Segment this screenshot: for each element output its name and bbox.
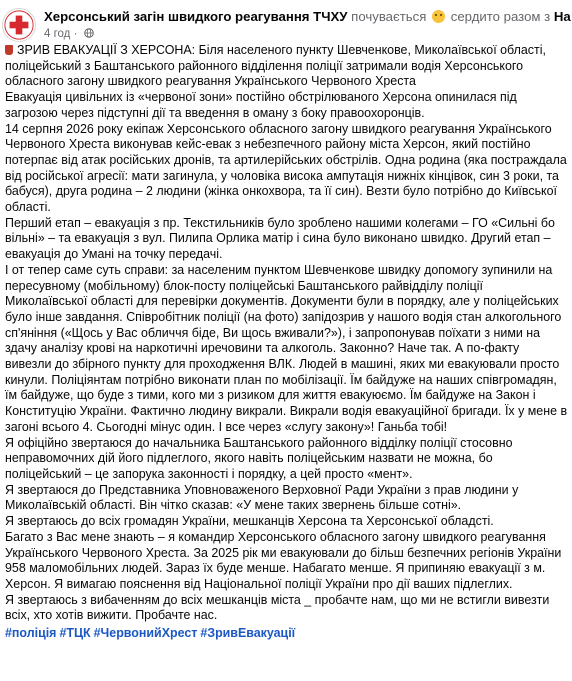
post-text-segment: Я звертаюсь до всіх громадян України, мешканців Херсона та Херсонської обладсті. (5, 514, 494, 529)
post-text-segment: від російської агресії: мати загинула, у чоловіка висока ампутація нижніх кінцівок, син 3 роки, та (5, 168, 559, 183)
hashtag-list (5, 626, 567, 642)
post-text-line (5, 577, 567, 593)
post-text-line (5, 546, 567, 562)
post-text-line (5, 483, 567, 499)
post-text-segment: ЗРИВ ЕВАКУАЦІЇ З ХЕРСОНА: Біля населеного пункту Шевченкове, Миколаївської області, (17, 43, 546, 57)
post-text-segment: евакуація до Умані на точку передачі. (5, 247, 223, 262)
post-text-segment: поліцейський з Баштанського районного відділення поліції затримали водія Херсонського (5, 58, 524, 73)
post-text-line (5, 169, 567, 185)
post-text-segment: Українського Червоного Хреста. За 2025 рік ми евакуювали до більш безпечних регіонів України (5, 545, 562, 560)
post-text-segment: Перший етап – евакуація з пр. Текстильників було зроблено нашими колегами – ГО «Сильні бо (5, 215, 555, 230)
post-text-line (5, 593, 567, 609)
post-text-segment: пересувному (мобільному) блок-посту поліцейські Баштанського райвідділу поліції (5, 278, 483, 293)
post-text-segment: Херсон. Я вимагаю пояснення від Національної поліції України про дії ваших підлеглих. (5, 576, 513, 591)
post-text-segment: Евакуація цивільних із «червоної зони» постійно обстрілюваного Херсона опинилася під (5, 90, 517, 105)
post-text-line (5, 420, 567, 436)
post-text-line (5, 74, 567, 90)
feeling-prefix: почувається (351, 9, 427, 24)
post-text-segment: Я звертаюся до Представника Уповноваженого Верховної Ради України з прав людини у (5, 482, 519, 497)
post-text-segment: загрозою через підступні дії та введення в оману з боку правоохоронців. (5, 105, 425, 120)
hashtag-link[interactable]: #ЧервонийХрест (93, 626, 198, 641)
post-text-line (5, 514, 567, 530)
post-meta: 4 год · (44, 27, 94, 41)
post-text-line (5, 357, 567, 373)
post-title-line (44, 8, 572, 26)
red-cross-logo-icon (3, 9, 35, 41)
post-text-line (5, 90, 567, 106)
post-text-segment: І от тепер саме суть справи: за населеним пунктом Шевченкове швидку допомогу зупинили на (5, 262, 553, 277)
post-text-segment: Червоного Хреста виконував кейс-евак з небезпечного району міста Херсон, який постійно (5, 137, 531, 152)
post-text-segment: всіх, хто хотів вижити. Пробачте нас. (5, 608, 218, 623)
post-text-segment: поліцейський – це запорука законності і порядку, а цей просто «мент». (5, 466, 413, 481)
post-body (5, 43, 567, 642)
with-text: разом з (503, 9, 551, 24)
page-name-link[interactable]: Херсонський загін швидкого реагування ТЧХУ (44, 9, 348, 24)
post-text-line (5, 373, 567, 389)
post-text-line (5, 388, 567, 404)
red-siren-icon (5, 45, 13, 55)
page-avatar[interactable] (2, 8, 36, 42)
post-text-segment: Миколаївської області для перевірки документів. Документи були в порядку, але у поліцейських (5, 294, 559, 309)
post-text-segment: обласного загону швидкого реагування Українського Червоного Хреста (5, 74, 416, 89)
post-header (0, 0, 572, 44)
post-text-line (5, 216, 567, 232)
post-text-segment: Конституцію України. Фактично людину викрали. Викрали водія евакуаційної бригади. Їх у мене в (5, 404, 568, 419)
post-text-segment: сп'яніння («Щось у Вас обличчя біде, Ви щось вживали?»), і запропонував поїхати з ними на (5, 325, 541, 340)
post-text-line (5, 137, 567, 153)
post-text-line (5, 326, 567, 342)
post-text-segment: Я офіційно звертаюся до начальника Баштанського районного відділку поліції стосовно (5, 435, 513, 450)
post-text-line (5, 451, 567, 467)
post-text-line (5, 498, 567, 514)
feeling-word: сердито (450, 9, 500, 24)
post-text-line (5, 279, 567, 295)
post-text-segment: 14 серпня 2026 року екіпаж Херсонського обласного загону швидкого реагування Українського (5, 121, 552, 136)
post-text-line (5, 184, 567, 200)
post-text-line (5, 231, 567, 247)
post-text-line (5, 43, 567, 59)
post-text-line (5, 122, 567, 138)
post-text-line (5, 263, 567, 279)
post-text-segment: було інше завдання. Співробітник поліції (на фото) запідозрив у нашого водія стан алкогольного (5, 309, 562, 324)
post-text-segment: вивезли до збірного пункту для проходження ВЛК. Людей в машині, яких ми евакуювали просто (5, 357, 560, 372)
angry-emoji-icon (432, 10, 445, 23)
post-text-line (5, 200, 567, 216)
post-text-segment: кинули. Поліціянтам потрібно виконати план по мобілізації. Їм байдуже на наших співгромадян, (5, 372, 557, 387)
post-text-line (5, 530, 567, 546)
post-text-segment: здачу аналізу крові на наркотичні иречовини та алкоголь. Законно? Наче так. А по-факту (5, 341, 520, 356)
hashtag-link[interactable]: #поліція (5, 626, 57, 641)
hashtag-link[interactable]: #ТЦК (59, 626, 91, 641)
post-text-segment: загоні всього 4. Сьогодні мінус один. І все через «слугу закону»! Ганьба тобі! (5, 419, 448, 434)
post-text-line (5, 436, 567, 452)
post-text-segment: Багато з Вас мене знають – я командир Херсонського обласного загону швидкого реагування (5, 529, 546, 544)
tagged-friend-link[interactable]: На (553, 9, 571, 24)
post-text-line (5, 404, 567, 420)
post-text-segment: вільні» – та евакуація з вул. Пилипа Орлика матір і сина було виконано швидко. Другий етап – (5, 231, 551, 246)
post-text-line (5, 341, 567, 357)
post-timestamp[interactable]: 4 год (44, 28, 71, 40)
post-text-line (5, 153, 567, 169)
post-text-segment: Я звертаюсь з вибаченням до всіх мешканців міста _ пробачте нам, що ми не встигли вивезти (5, 592, 550, 607)
globe-icon (84, 28, 94, 38)
post-text-line (5, 247, 567, 263)
post-text-line (5, 106, 567, 122)
post-text-segment: області. (5, 200, 51, 215)
post-text-segment: бабуся), друга родина – 2 людини (жінка онкохвора, та її син). Везти було потрібно до Київської (5, 184, 558, 199)
post-text-segment: Миколаївській області. Він чітко сказав: «У мене таких звернень більше сотні». (5, 498, 462, 513)
post-text-line (5, 467, 567, 483)
post-text-segment: неправомочних дій його підлеглого, якого навіть поліцейським назвати не можна, бо (5, 451, 493, 466)
post-text-segment: 958 маломобільних людей. Зараз їх буде менше. Набагато менше. Я припиняю евакуації з м. (5, 561, 546, 576)
post-text-line (5, 294, 567, 310)
post-text-line (5, 561, 567, 577)
post-text-line (5, 608, 567, 624)
post-text-segment: потерпає від атак російських дронів, та артилерійських обстрілів. Одна родина (яка постраждала (5, 152, 567, 167)
post-text-line (5, 59, 567, 75)
hashtag-link[interactable]: #ЗривЕвакуації (200, 626, 296, 641)
post-text-segment: їм байдуже, що буде з тими, кого ми з ризиком для життя евакуюємо. Їм байдуже на Закон і (5, 388, 536, 403)
post-text-line (5, 310, 567, 326)
